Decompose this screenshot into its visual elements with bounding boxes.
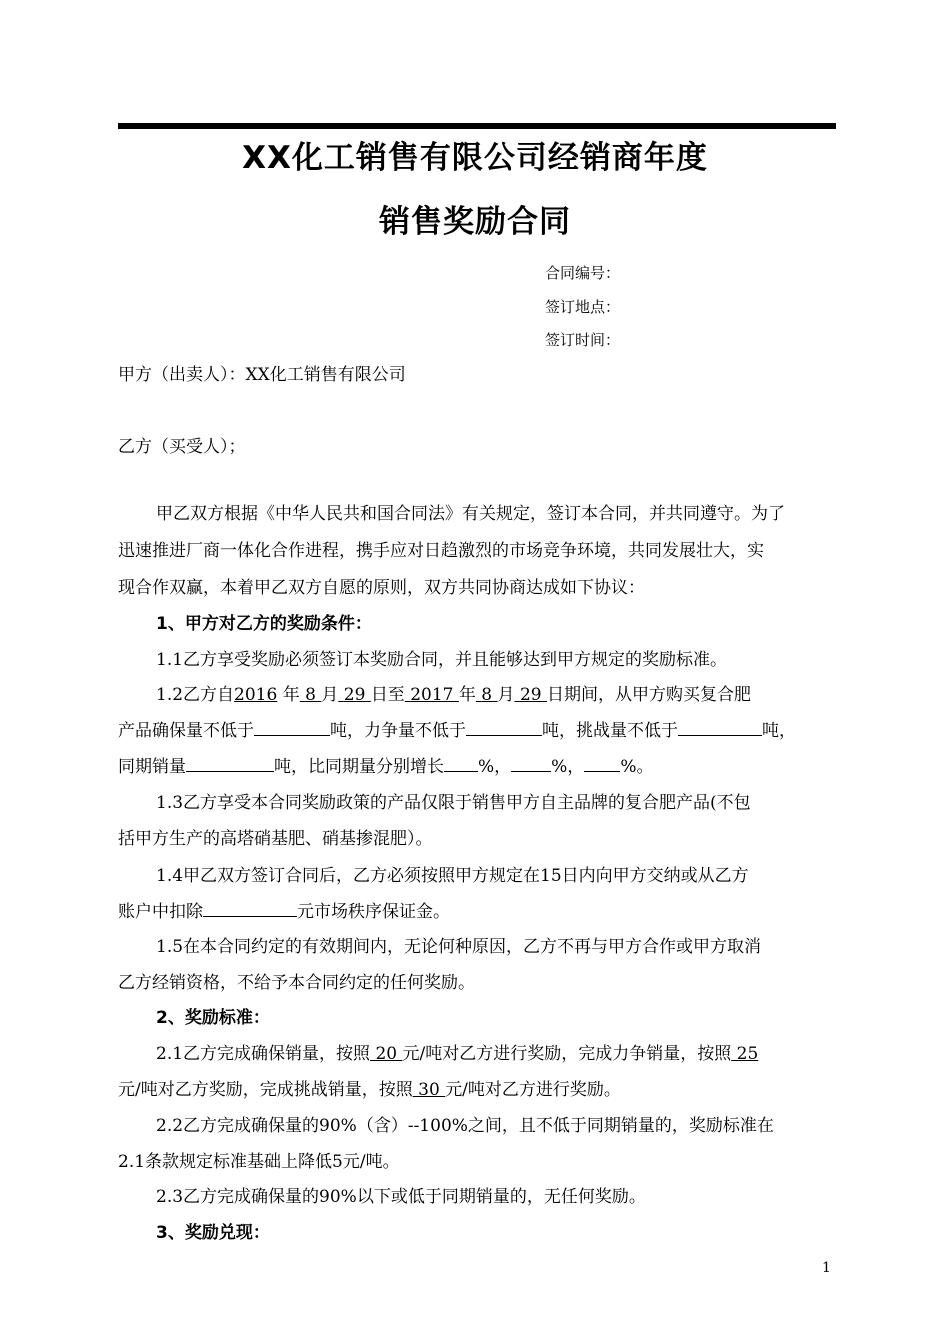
clause-text: %。 bbox=[620, 757, 654, 777]
page-number: 1 bbox=[822, 1260, 831, 1276]
clause-text: 1.2乙方自 bbox=[156, 685, 235, 705]
section-1-heading: 1、甲方对乙方的奖励条件： bbox=[156, 614, 372, 634]
signing-time-label: 签订时间： bbox=[545, 331, 621, 349]
clause-1-5-line-2: 乙方经销资格，不给予本合同约定的任何奖励。 bbox=[118, 973, 475, 993]
clause-text: 吨，力争量不低于 bbox=[330, 721, 466, 741]
clause-text: 月 bbox=[321, 685, 339, 705]
clause-1-3-line-2: 括甲方生产的高塔硝基肥、硝基掺混肥）。 bbox=[118, 829, 433, 849]
intro-line-2: 迅速推进厂商一体化合作进程，携手应对日趋激烈的市场竞争环境，共同发展壮大，实 bbox=[118, 541, 764, 561]
challenge-volume-blank[interactable] bbox=[678, 718, 762, 736]
start-day: 29 bbox=[343, 685, 366, 705]
section-2-heading: 2、奖励标准： bbox=[156, 1008, 270, 1028]
header-rule bbox=[118, 123, 836, 129]
section-3-heading: 3、奖励兑现： bbox=[156, 1223, 270, 1243]
clause-1-1: 1.1乙方享受奖励必须签订本奖励合同，并且能够达到甲方规定的奖励标准。 bbox=[156, 650, 728, 670]
party-a: 甲方（出卖人）：XX化工销售有限公司 bbox=[118, 365, 406, 385]
deposit-amount-blank[interactable] bbox=[203, 899, 297, 917]
intro-line-1: 甲乙双方根据《中华人民共和国合同法》有关规定，签订本合同，并共同遵守。为了 bbox=[156, 504, 785, 524]
document-title: XX化工销售有限公司经销商年度 bbox=[242, 140, 708, 176]
signing-place-label: 签订地点： bbox=[545, 298, 621, 316]
clause-2-1-line-1 bbox=[156, 1039, 758, 1064]
clause-text: 年 bbox=[282, 685, 300, 705]
clause-text: 元/吨对乙方进行奖励，完成力争销量，按照 bbox=[402, 1044, 732, 1064]
reward-challenge-value: 30 bbox=[412, 1080, 446, 1100]
clause-text: 元市场秩序保证金。 bbox=[297, 902, 450, 922]
clause-text: 吨，比同期量分别增长 bbox=[274, 757, 444, 777]
clause-text: 元/吨对乙方奖励，完成挑战销量，按照 bbox=[118, 1080, 413, 1100]
clause-text: 2.1乙方完成确保销量，按照 bbox=[156, 1044, 371, 1064]
party-b: 乙方（买受人）； bbox=[118, 437, 246, 457]
end-month: 8 bbox=[481, 685, 493, 705]
clause-text: %， bbox=[478, 757, 512, 777]
growth-rate-2-blank[interactable] bbox=[511, 754, 551, 772]
clause-text: 吨，挑战量不低于 bbox=[542, 721, 678, 741]
clause-1-2-line-1 bbox=[156, 680, 751, 705]
intro-line-3: 现合作双赢，本着甲乙双方自愿的原则，双方共同协商达成如下协议： bbox=[118, 578, 645, 598]
clause-1-5-line-1: 1.5在本合同约定的有效期间内，无论何种原因，乙方不再与甲方合作或甲方取消 bbox=[156, 937, 762, 957]
clause-text: 元/吨对乙方进行奖励。 bbox=[445, 1080, 621, 1100]
end-year: 2017 bbox=[410, 685, 454, 705]
clause-text: 账户中扣除 bbox=[118, 902, 203, 922]
clause-text: 产品确保量不低于 bbox=[118, 721, 254, 741]
reward-target-value: 25 bbox=[731, 1044, 759, 1064]
growth-rate-1-blank[interactable] bbox=[444, 754, 478, 772]
clause-text: 吨， bbox=[762, 721, 796, 741]
clause-text: %， bbox=[551, 757, 585, 777]
clause-2-2-line-1: 2.2乙方完成确保量的90%（含）--100%之间，且不低于同期销量的，奖励标准在 bbox=[156, 1116, 774, 1136]
clause-1-2-line-2 bbox=[118, 716, 796, 741]
end-day: 29 bbox=[519, 685, 542, 705]
reward-guaranteed-value: 20 bbox=[370, 1044, 403, 1064]
growth-rate-3-blank[interactable] bbox=[584, 754, 620, 772]
target-volume-blank[interactable] bbox=[466, 718, 542, 736]
clause-1-2-line-3 bbox=[118, 752, 653, 777]
clause-text: 年 bbox=[458, 685, 476, 705]
clause-text: 同期销量 bbox=[118, 757, 186, 777]
clause-1-4-line-1: 1.4甲乙双方签订合同后，乙方必须按照甲方规定在15日内向甲方交纳或从乙方 bbox=[156, 866, 749, 886]
clause-1-4-line-2 bbox=[118, 897, 450, 922]
contract-number-label: 合同编号： bbox=[545, 264, 621, 282]
same-period-volume-blank[interactable] bbox=[186, 754, 274, 772]
clause-text: 日至 bbox=[370, 685, 405, 705]
start-month: 8 bbox=[305, 685, 316, 705]
clause-2-3: 2.3乙方完成确保量的90%以下或低于同期销量的，无任何奖励。 bbox=[156, 1187, 646, 1207]
guaranteed-volume-blank[interactable] bbox=[254, 718, 330, 736]
document-subtitle: 销售奖励合同 bbox=[379, 204, 571, 240]
clause-text: 日期间，从甲方购买复合肥 bbox=[546, 685, 751, 705]
clause-text: 月 bbox=[497, 685, 515, 705]
clause-2-1-line-2 bbox=[118, 1075, 621, 1100]
start-year: 2016 bbox=[234, 685, 278, 705]
clause-1-3-line-1: 1.3乙方享受本合同奖励政策的产品仅限于销售甲方自主品牌的复合肥产品(不包 bbox=[156, 793, 751, 813]
clause-2-2-line-2: 2.1条款规定标准基础上降低5元/吨。 bbox=[118, 1152, 400, 1172]
